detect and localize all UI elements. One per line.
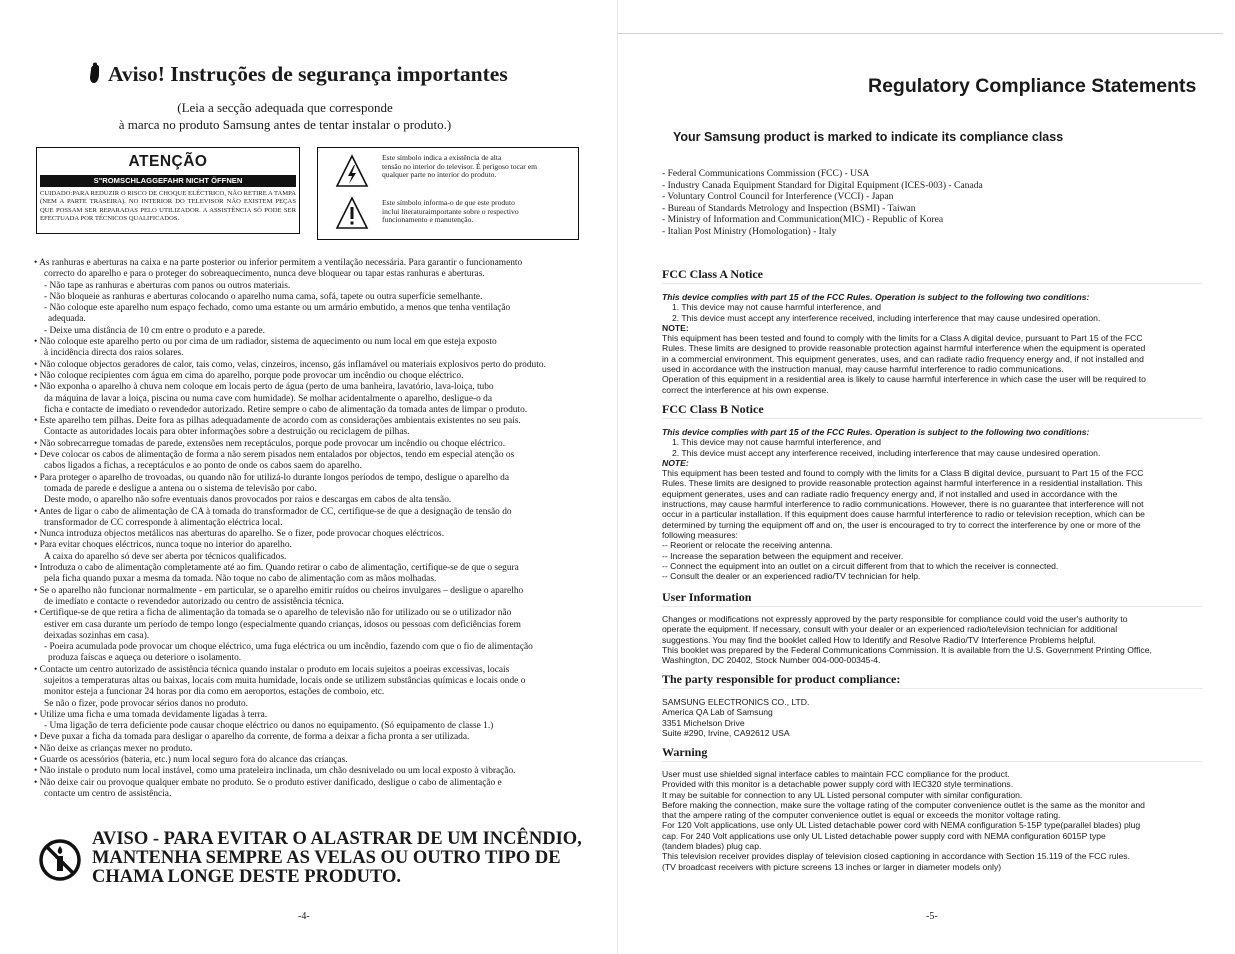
title-text: Aviso! Instruções de segurança importantes (108, 62, 508, 86)
list-item: - Voluntary Control Council for Interference (VCCI) - Japan (662, 191, 894, 203)
top-rule (618, 33, 1223, 34)
list-item: cabos ligados a fichas, a receptáculos e ao ponto de onde os cabos saem do aparelho. (44, 461, 362, 472)
caution-text: CUIDADO:PARA REDUZIR O RISCO DE CHOQUE ELÉCTRICO, NÃO RETIRE A TAMPA (NEM A PARTE TRASEIRA). NO INTERIOR DO TELEVISOR NÃO EXISTEM PEÇAS QUE POSSAM SER REPARADAS PELO UTILIZADOR. A ASSISTÊNCIA SÓ PODE SER EFECTUADA POR TÉCNICOS QUALIFICADOS. (40, 190, 296, 222)
list-item: - Uma ligação de terra deficiente pode causar choque eléctrico ou danos no equipamento. (Só equipamento de classe 1.) (44, 721, 494, 732)
list-item: sujeitos a temperaturas altas ou baixas, locais com muita humidade, locais onde se utilizem substâncias químicas e locais onde o (44, 675, 526, 686)
caution-heading: ATENÇÃO (128, 153, 208, 170)
fcc-class-b-body: This device complies with part 15 of the FCC Rules. Operation is subject to the following two conditions: 1. This device may not cause harmful interference, and 2. This device must accept any interference received, including interference that may cause undesired operation. NOTE: This equipment has been tested and found to comply with the limits for a Class B digital device, pursuant to Part 15 of the FCC Rules. These limits are designed to provide reasonable protection against harmful interference in a residential installation. This equipment generates, uses and can radiate radio frequency energy and, if not installed and used in accordance with the instructions, may cause harmful interference to radio communications. However, there is no guarantee that interference will not occur in a particular installation. If this equipment does cause harmful interference to radio or television reception, which can be determined by turning the equipment off and on, the user is encouraged to try to correct the interference by one or more of the following measures: -- Reorient or relocate the receiving antenna. -- Increase the separation between the equipment and receiver. -- Connect the equipment into an outlet on a circuit different from that to which the receiver is connected. -- Consult the dealer or an experienced radio/TV technician for help. (662, 427, 1145, 582)
list-item: • Se o aparelho não funcionar normalmente - em particular, se o aparelho emitir ruídos ou cheiros invulgares – desligue o aparelho (34, 585, 524, 596)
section-rule (662, 418, 1202, 419)
list-item: - Poeira acumulada pode provocar um choque eléctrico, uma fuga eléctrica ou um incêndio, fazendo com que o fio de alimentação (44, 642, 533, 653)
section-rule (662, 283, 1202, 284)
list-item: • Não sobrecarregue tomadas de parede, extensões nem receptáculos, porque pode provocar um incêndio ou choque eléctrico. (34, 438, 506, 449)
list-item: • Introduza o cabo de alimentação completamente até ao fim. Quando retirar o cabo de alimentação, certifique-se de que o segura (34, 563, 519, 574)
list-item: • Não instale o produto num local instável, como uma prateleira inclinada, um chão desnivelado ou um local exposto à vibração. (34, 766, 516, 777)
list-item: • Não coloque este aparelho perto ou por cima de um radiador, sistema de aquecimento ou num local em que esteja exposto (34, 337, 497, 348)
list-item: • Não exponha o aparelho à chuva nem coloque em locais perto de água (perto de uma banheira, lavatório, lava-loiça, tubo (34, 382, 494, 393)
page-title: Regulatory Compliance Statements (868, 75, 1197, 97)
list-item: adequada. (48, 314, 86, 325)
list-item: pela ficha quando puxar a mesma da tomada. Não toque no cabo de alimentação com as mãos molhadas. (44, 574, 437, 585)
list-item: - Bureau of Standards Metrology and Inspection (BSMI) - Taiwan (662, 202, 916, 214)
responsible-party-address: SAMSUNG ELECTRONICS CO., LTD. America QA Lab of Samsung 3351 Michelson Drive Suite #290, Irvine, CA92612 USA (662, 697, 810, 738)
list-item: monitor esteja a funcionar 24 horas por dia como em aeroportos, estações de comboio, etc. (44, 687, 385, 698)
list-item: • Contacte um centro autorizado de assistência técnica quando instalar o produto em locais sujeitos a poeiras excessivas, locais (34, 664, 510, 675)
list-item: • Nunca introduza objectos metálicos nas aberturas do aparelho. Se o fizer, pode provocar choques eléctricos. (34, 529, 445, 540)
page-number: -4- (298, 911, 310, 922)
list-item: • Deve colocar os cabos de alimentação de forma a não serem pisados nem entalados por objectos, tendo em especial atenção os (34, 450, 515, 461)
responsible-party-heading: The party responsible for product compliance: (662, 672, 901, 686)
exclamation-triangle-icon (335, 196, 369, 230)
list-item: - Federal Communications Commission (FCC) - USA (662, 168, 870, 179)
list-item: • Não coloque objectos geradores de calor, tais como, velas, cinzeiros, incenso, gás inflamável ou materiais explosivos perto do produto. (34, 359, 546, 370)
subtitle-line-1: (Leia a secção adequada que corresponde (177, 100, 393, 115)
right-page (618, 0, 1235, 954)
list-item: • Para evitar choques eléctricos, nunca toque no interior do aparelho. (34, 540, 292, 551)
list-item: contacte um centro de assistência. (44, 788, 172, 799)
list-item: • Para proteger o aparelho de trovoadas, ou quando não for utilizá-lo durante longos períodos de tempo, desligue o aparelho da (34, 472, 510, 483)
list-item: da máquina de lavar a loiça, piscina ou numa cave com humidade). Se molhar acidentalmente o aparelho, desligue-o da (44, 393, 493, 404)
list-item: ficha e contacte de imediato o revendedor autorizado. Retire sempre o cabo de alimentação da tomada antes de limpar o produto. (44, 404, 528, 415)
symbol-text-1: Este símbolo indica a existência de alta tensão no interior do televisor. É perigoso tocar em qualquer parte no interior do produto. (382, 153, 537, 180)
list-item: correcto do aparelho e para o proteger do sobreaquecimento, nunca deve bloquear ou tapar estas ranhuras e aberturas. (44, 269, 485, 280)
fcc-class-a-heading: FCC Class A Notice (662, 267, 763, 281)
agency-list (662, 168, 983, 238)
symbols-box (317, 147, 579, 240)
user-information-body: Changes or modifications not expressly approved by the party responsible for compliance could void the user's authority to operate the equipment. If necessary, consult with your dealer or an experienced radio/television technician for additional suggestions. You may find the booklet called How to Identify and Resolve Radio/TV Interference Problems helpful. This booklet was prepared by the Federal Communications Commission. It is available from the U.S. Government Printing Office, Washington, DC 20402, Stock Number 004-000-00345-4. (662, 614, 1152, 666)
safety-instructions-list (34, 258, 578, 800)
subtitle-line-2: à marca no produto Samsung antes de tentar instalar o produto.) (118, 117, 452, 132)
list-item: • Guarde os acessórios (bateria, etc.) num local seguro fora do alcance das crianças. (34, 755, 348, 766)
user-information-heading: User Information (662, 590, 752, 604)
list-item: - Ministry of Information and Communication(MIC) - Republic of Korea (662, 214, 944, 226)
list-item: • Antes de ligar o cabo de alimentação de CA à tomada do transformador de CC, certifique-se de que a designação de tensão do (34, 506, 512, 517)
list-item: tomada de parede e desligue a antena ou o sistema de televisão por cabo. (44, 483, 317, 494)
fcc-class-b-heading: FCC Class B Notice (662, 402, 764, 416)
list-item: • Deve puxar a ficha da tomada para desligar o aparelho da corrente, de forma a deixar a ficha pronta a ser utilizada. (34, 732, 470, 743)
caution-box (36, 147, 300, 234)
list-item: - Italian Post Ministry (Homologation) - Italy (662, 225, 837, 237)
high-voltage-icon (335, 154, 369, 188)
list-item: Se não o fizer, pode provocar sérios danos no produto. (44, 698, 248, 709)
fcc-class-a-body: This device complies with part 15 of the FCC Rules. Operation is subject to the following two conditions: 1. This device may not cause harmful interference, and 2. This device must accept any interference received, including interference that may cause undesired operation. NOTE: This equipment has been tested and found to comply with the limits for a Class A digital device, pursuant to Part 15 of the FCC Rules. These limits are designed to provide reasonable protection against harmful interference when the equipment is operated in a commercial environment. This equipment generates, uses, and can radiate radio frequency energy and, if not installed and used in accordance with the instruction manual, may cause harmful interference to radio communications. Operation of this equipment in a residential area is likely to cause harmful interference in which case the user will be required to correct the interference at his own expense. (662, 292, 1146, 395)
list-item: - Deixe uma distância de 10 cm entre o produto e a parede. (44, 325, 266, 336)
list-item: A caixa do aparelho só deve ser aberta por técnicos qualificados. (44, 551, 287, 562)
list-item: à incidência directa dos raios solares. (44, 348, 184, 359)
list-item: • Não deixe as crianças mexer no produto. (34, 743, 193, 754)
section-rule (662, 761, 1202, 762)
list-item: - Não tape as ranhuras e aberturas com panos ou outros materiais. (44, 280, 291, 291)
list-item: - Não bloqueie as ranhuras e aberturas colocando o aparelho numa cama, sofá, tapete ou outra superfície semelhante. (44, 291, 483, 302)
page-title (88, 62, 508, 87)
list-item: • Este aparelho tem pilhas. Deite fora as pilhas adequadamente de acordo com as considerações ambientais existentes no seu país. (34, 416, 521, 427)
symbol-text-2: Este símbolo informa-o de que este produto inclui literaturaimportante sobre o respectivo funcionamento e manutenção. (382, 198, 519, 225)
section-rule (662, 606, 1202, 607)
hand-warning-icon (88, 62, 102, 84)
list-item: de imediato e contacte o revendedor autorizado ou centro de assistência técnica. (44, 596, 344, 607)
list-item: Deste modo, o aparelho não sofre eventuais danos provocados por raios e descargas em cabos de alta tensão. (44, 495, 452, 506)
no-candle-icon (38, 838, 82, 882)
fire-warning-text: AVISO - PARA EVITAR O ALASTRAR DE UM INCÊNDIO, MANTENHA SEMPRE AS VELAS OU OUTRO TIPO DE CHAMA LONGE DESTE PRODUTO. (92, 829, 582, 887)
page-number: -5- (926, 911, 938, 922)
list-item: produza faíscas e aqueça ou deteriore o isolamento. (48, 653, 242, 664)
section-rule (662, 688, 1202, 689)
warning-body: User must use shielded signal interface cables to maintain FCC compliance for the product. Provided with this monitor is a detachable power supply cord with IEC320 style terminations. It may be suitable for connection to any UL Listed personal computer with similar configuration. Before making the connection, make sure the voltage rating of the computer convenience outlet is the same as the monitor and that the ampere rating of the computer convenience outlet is equal or exceeds the monitor voltage rating. For 120 Volt applications, use only UL Listed detachable power cord with NEMA configuration 5-15P type(parallel blades) plug cap. For 240 Volt applications use only UL Listed detachable power supply cord with NEMA configuration 6015P type (tandem blades) plug cap. This television receiver provides display of television closed captioning in accordance with Section 15.119 of the FCC rules. (TV broadcast receivers with picture screens 13 inches or larger in diameter models only) (662, 769, 1145, 872)
list-item: - Não coloque este aparelho num espaço fechado, como uma estante ou um armário embutido, a menos que tenha ventilação (44, 303, 511, 314)
caution-bar: S"ROMSCHLAGGEFAHR NICHT ÖFFNEN (40, 175, 296, 187)
compliance-subtitle: Your Samsung product is marked to indicate its compliance class (673, 130, 1064, 144)
list-item: deixadas sozinhas em casa). (44, 630, 150, 641)
warning-heading: Warning (662, 745, 708, 759)
list-item: • Utilize uma ficha e uma tomada devidamente ligadas à terra. (34, 709, 268, 720)
list-item: • Certifique-se de que retira a ficha de alimentação da tomada se o aparelho de televisão não for utilizado ou se o utilizador não (34, 608, 512, 619)
list-item: • Não coloque recipientes com água em cima do aparelho, porque pode provocar um incêndio ou choque eléctrico. (34, 370, 464, 381)
list-item: Contacte as autoridades locais para obter informações sobre a destruição ou reciclagem de pilhas. (44, 427, 410, 438)
list-item: - Industry Canada Equipment Standard for Digital Equipment (ICES-003) - Canada (662, 179, 983, 191)
list-item: • As ranhuras e aberturas na caixa e na parte posterior ou inferior permitem a ventilação necessária. Para garantir o funcionamento (34, 258, 523, 268)
list-item: transformador de CC corresponde à alimentação eléctrica local. (44, 517, 283, 528)
list-item: • Não deixe cair ou provoque qualquer embate no produto. Se o produto estiver danificado, desligue o cabo de alimentação e (34, 777, 502, 788)
list-item: estiver em casa durante um período de tempo longo (especialmente quando crianças, idosos ou pessoas com deficiências forem (44, 619, 521, 630)
